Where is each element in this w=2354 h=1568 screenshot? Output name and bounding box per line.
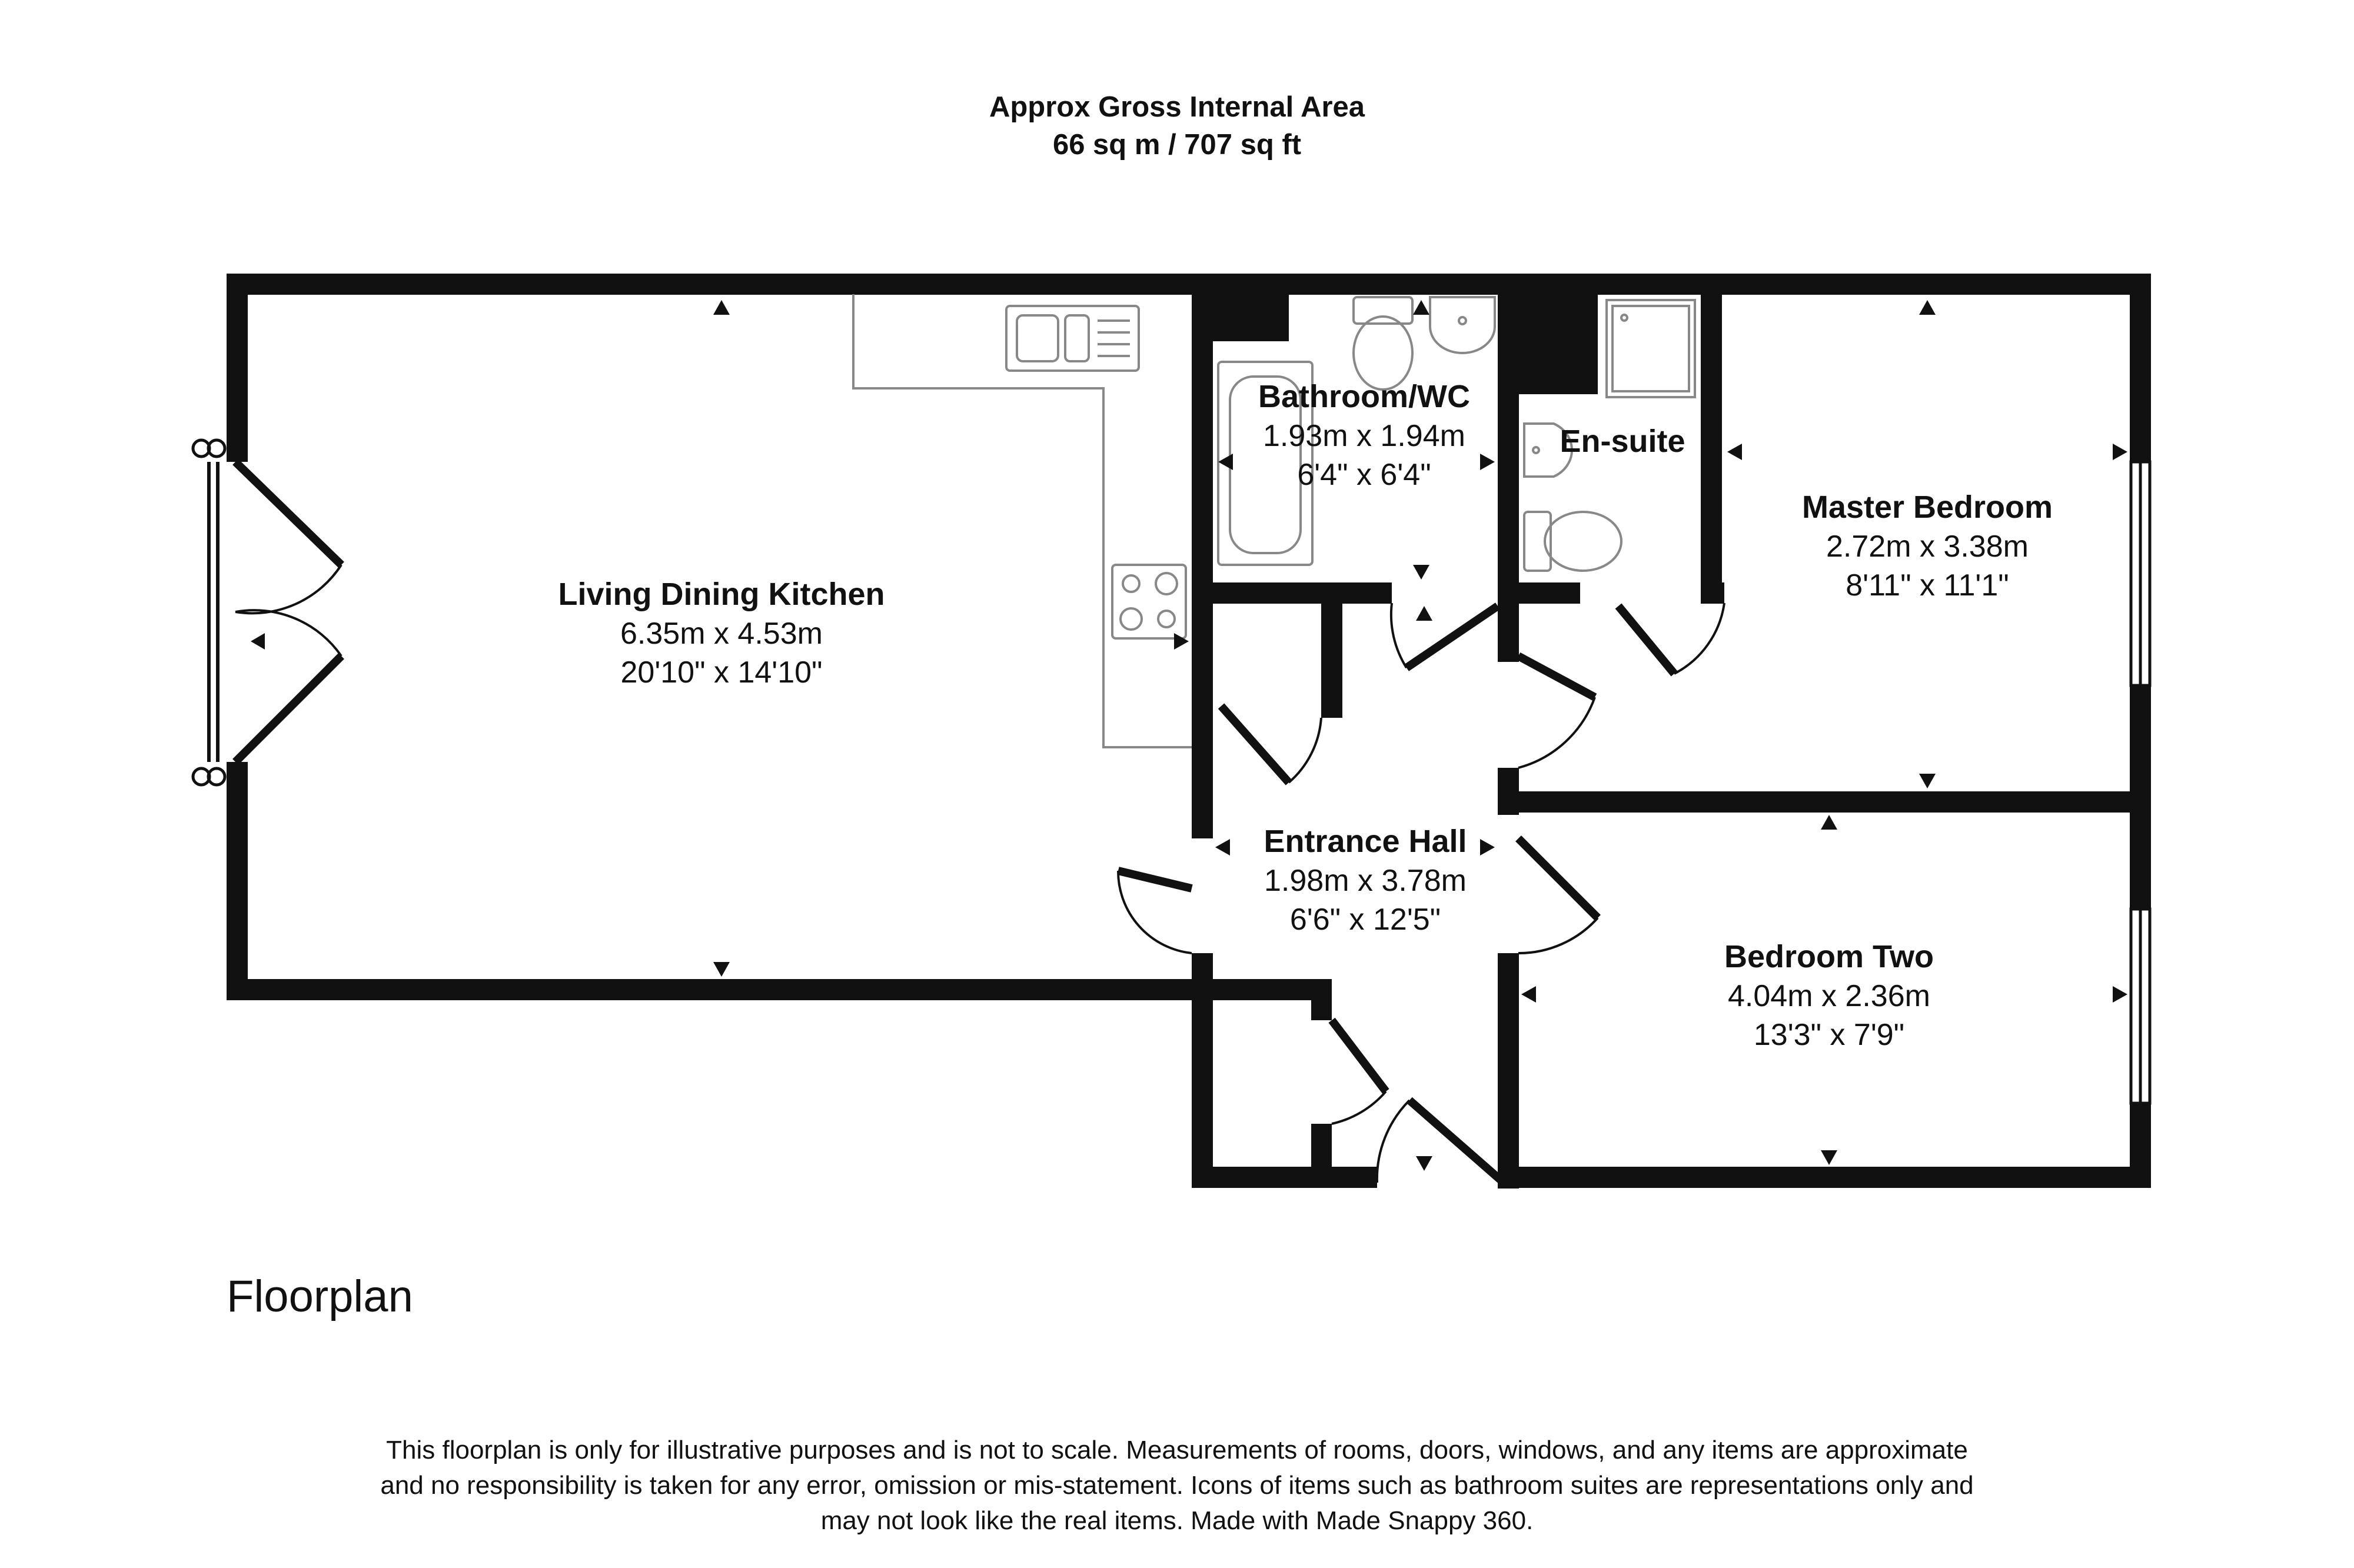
store-door — [1332, 1020, 1386, 1091]
toilet-icon — [1524, 512, 1621, 571]
wall-bottom-right — [1504, 1167, 2151, 1188]
room-imperial-bedroom2: 13'3" x 7'9" — [1753, 1018, 1905, 1052]
room-name-living: Living Dining Kitchen — [558, 577, 885, 612]
wall-ensuite-right — [1701, 274, 1722, 603]
wall-store-stub — [1311, 979, 1332, 1020]
kitchen-fixtures — [853, 294, 1192, 747]
wall-hall-right-mid — [1498, 768, 1519, 815]
room-name-bathroom: Bathroom/WC — [1258, 379, 1470, 414]
room-imperial-bathroom: 6'4" x 6'4" — [1297, 458, 1431, 492]
room-label-living — [558, 577, 885, 690]
wall-left-upper — [227, 274, 248, 462]
wall-store-bottom — [1192, 1167, 1377, 1188]
disclaimer-line: may not look like the real items. Made with Made Snappy 360. — [820, 1506, 1534, 1535]
room-label-master — [1802, 490, 2053, 602]
sink-icon — [1006, 306, 1139, 371]
room-label-hall — [1264, 824, 1467, 937]
wall-bath-bottom — [1201, 582, 1392, 604]
wall-ensuite-bottom — [1498, 582, 1580, 604]
disclaimer — [0, 1433, 2354, 1539]
wall-right-mid — [2130, 685, 2151, 909]
room-metric-living: 6.35m x 4.53m — [620, 617, 823, 651]
disclaimer-line: This floorplan is only for illustrative purposes and is not to scale. Measurements of rooms, doors, windows, and any items are approximate — [386, 1436, 1968, 1464]
room-name-ensuite: En-suite — [1560, 424, 1685, 459]
room-name-master: Master Bedroom — [1801, 490, 2053, 525]
wall-living-bottom — [227, 979, 1332, 1000]
wall-top — [227, 274, 2151, 295]
ensuite-door — [1618, 606, 1674, 674]
wall-cupboard-stub — [1321, 603, 1342, 718]
room-name-bedroom2: Bedroom Two — [1724, 939, 1934, 974]
room-label-ensuite — [1560, 424, 1685, 459]
wall-master-bottom — [1518, 791, 2151, 813]
room-name-hall: Entrance Hall — [1264, 824, 1467, 859]
room-imperial-hall: 6'6" x 12'5" — [1289, 903, 1441, 937]
basin-icon — [1430, 297, 1495, 353]
front-door — [1409, 1100, 1504, 1183]
disclaimer-line: and no responsibility is taken for any error, omission or mis-statement. Icons of items such as bathroom suites are representations only and — [380, 1471, 1974, 1500]
room-label-bathroom — [1258, 379, 1470, 492]
hall-living-door — [1118, 871, 1192, 888]
wall-right-top — [2130, 274, 2151, 462]
room-imperial-living: 20'10" x 14'10" — [620, 655, 823, 690]
room-metric-bathroom: 1.93m x 1.94m — [1263, 419, 1465, 453]
wall-ensuite-right-foot — [1701, 582, 1724, 604]
room-imperial-master: 8'11" x 11'1" — [1846, 568, 2009, 602]
master-door — [1518, 656, 1595, 697]
wall-hall-left-upper — [1192, 606, 1213, 838]
french-door-icon — [193, 440, 341, 785]
floor-title: Floorplan — [227, 1271, 413, 1321]
cupboard-door — [1221, 706, 1289, 783]
room-metric-hall: 1.98m x 3.78m — [1264, 864, 1467, 898]
room-label-bedroom2 — [1724, 939, 1934, 1052]
area-title: Approx Gross Internal Area — [989, 91, 1365, 123]
room-metric-bedroom2: 4.04m x 2.36m — [1728, 979, 1930, 1013]
wall-left-lower — [227, 762, 248, 1000]
wall-bath-corner — [1201, 294, 1289, 341]
room-metric-master: 2.72m x 3.38m — [1826, 530, 2029, 564]
wall-right-bottom — [2130, 1103, 2151, 1188]
wall-store-left — [1192, 979, 1213, 1188]
wall-hall-right-lower — [1498, 953, 1519, 1189]
hob-icon — [1112, 565, 1186, 638]
bedroom2-door — [1518, 838, 1598, 918]
toilet-icon — [1354, 297, 1412, 389]
wall-store-stub-2 — [1311, 1124, 1332, 1183]
wall-ensuite-corner — [1518, 294, 1598, 394]
shower-tray-icon — [1607, 300, 1695, 397]
area-value: 66 sq m / 707 sq ft — [1052, 129, 1302, 161]
